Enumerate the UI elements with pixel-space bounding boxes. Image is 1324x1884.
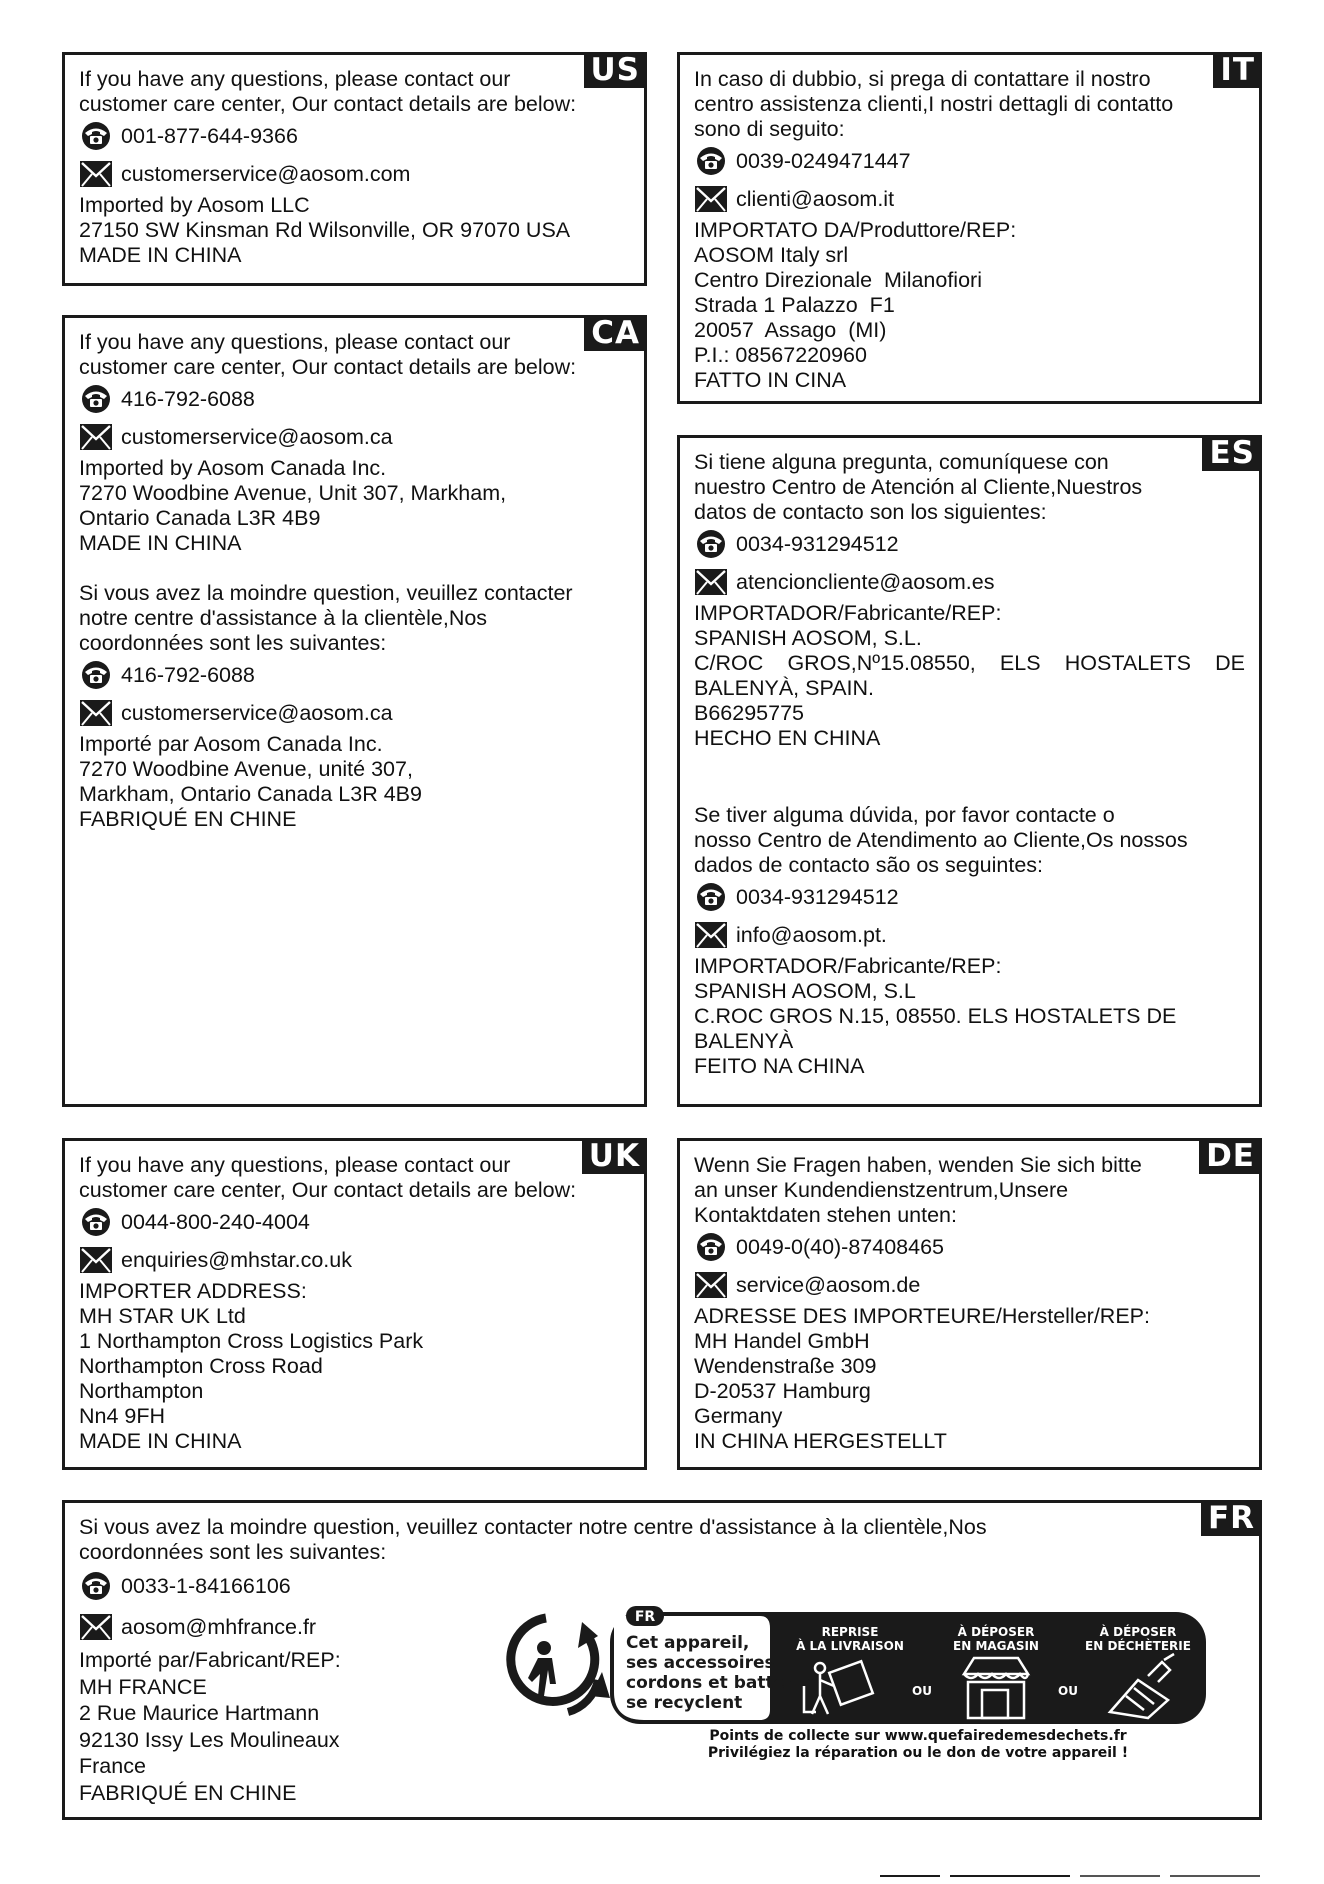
- address-line: Germany: [694, 1404, 783, 1428]
- intro-line-fr: notre centre d'assistance à la clientèle,Nos: [79, 606, 488, 630]
- mail-icon: [79, 422, 113, 452]
- address-line: Importé par/Fabricant/REP:: [79, 1648, 341, 1672]
- intro-line-fr: coordonnées sont les suivantes:: [79, 631, 387, 655]
- address-line: France: [79, 1754, 146, 1778]
- intro-line: an unser Kundendienstzentrum,Unsere: [694, 1178, 1069, 1202]
- address-line: FATTO IN CINA: [694, 368, 847, 392]
- intro-line: coordonnées sont les suivantes:: [79, 1540, 387, 1564]
- intro-line: Kontaktdaten stehen unten:: [694, 1203, 957, 1227]
- address-line: AOSOM Italy srl: [694, 243, 849, 267]
- phone-icon: [694, 882, 728, 912]
- address-line: P.I.: 08567220960: [694, 343, 867, 367]
- email-row: [694, 563, 1245, 601]
- mail-icon: [79, 1612, 113, 1642]
- option-title: EN DÉCHÈTERIE: [1085, 1639, 1191, 1653]
- address-line: 20057 Assago (MI): [694, 318, 887, 342]
- address-line: Northampton: [79, 1379, 204, 1403]
- address-line: MADE IN CHINA: [79, 243, 242, 267]
- email-row: [79, 694, 630, 732]
- country-tag-fr: FR: [1201, 1500, 1262, 1536]
- intro-line: If you have any questions, please contact our: [79, 1153, 511, 1177]
- recycle-text-line: cordons et batteries: [626, 1673, 821, 1693]
- phone-number: 0034-931294512: [736, 884, 899, 909]
- email-row: [79, 1241, 630, 1279]
- option-title: REPRISE: [821, 1625, 879, 1639]
- option-title: À DÉPOSER: [1099, 1625, 1177, 1639]
- intro-line-pt: nosso Centro de Atendimento ao Cliente,Os nossos: [694, 828, 1188, 852]
- address-line: 2 Rue Maurice Hartmann: [79, 1701, 320, 1725]
- address-line: MH STAR UK Ltd: [79, 1304, 246, 1328]
- intro-line: customer care center, Our contact details are below:: [79, 355, 577, 379]
- phone-row: [79, 380, 630, 418]
- address-line: IMPORTADOR/Fabricante/REP:: [694, 601, 1002, 625]
- phone-icon: [694, 1232, 728, 1262]
- address-line-pt: IMPORTADOR/Fabricante/REP:: [694, 954, 1002, 978]
- address-line-pt: C.ROC GROS N.15, 08550. ELS HOSTALETS DE: [694, 1004, 1177, 1028]
- option-title: À LA LIVRAISON: [796, 1639, 904, 1653]
- address-line: D-20537 Hamburg: [694, 1379, 871, 1403]
- phone-icon: [79, 121, 113, 151]
- address-line: MADE IN CHINA: [79, 1429, 242, 1453]
- intro-line: sono di seguito:: [694, 117, 845, 141]
- phone-icon: [79, 384, 113, 414]
- address-line: 92130 Issy Les Moulineaux: [79, 1727, 340, 1752]
- phone-number: 416-792-6088: [121, 386, 255, 411]
- address-line-fr: Importé par Aosom Canada Inc.: [79, 732, 383, 756]
- phone-row: [694, 878, 1245, 916]
- phone-number: 0049-0(40)-87408465: [736, 1234, 944, 1259]
- mail-icon: [79, 159, 113, 189]
- intro-line: customer care center, Our contact details are below:: [79, 92, 577, 116]
- address-line-pt: SPANISH AOSOM, S.L: [694, 979, 916, 1003]
- recycle-footer-line: Privilégiez la réparation ou le don de votre appareil !: [707, 1745, 1129, 1761]
- address-line-pt: BALENYÀ: [694, 1029, 794, 1053]
- recycle-text-line: Cet appareil,: [626, 1633, 750, 1653]
- address-line: Imported by Aosom Canada Inc.: [79, 456, 387, 480]
- ca-contact-box: [62, 315, 647, 1107]
- address-line-pt: FEITO NA CHINA: [694, 1054, 865, 1078]
- address-line: IMPORTER ADDRESS:: [79, 1279, 307, 1303]
- address-line: Strada 1 Palazzo F1: [694, 293, 895, 317]
- country-tag-uk: UK: [582, 1138, 647, 1174]
- separator-or: OU: [912, 1684, 932, 1698]
- option-title: EN MAGASIN: [953, 1639, 1039, 1653]
- phone-number: 416-792-6088: [121, 662, 255, 687]
- email-address: aosom@mhfrance.fr: [121, 1614, 317, 1639]
- address-line: Centro Direzionale Milanofiori: [694, 268, 982, 292]
- phone-row: [79, 656, 630, 694]
- address-line-fr: Markham, Ontario Canada L3R 4B9: [79, 782, 422, 806]
- email-address: service@aosom.de: [736, 1272, 921, 1297]
- de-contact-box: [677, 1138, 1262, 1470]
- fr-badge: FR: [634, 1609, 656, 1625]
- intro-line: In caso di dubbio, si prega di contattare il nostro: [694, 67, 1151, 91]
- address-line: ADRESSE DES IMPORTEURE/Hersteller/REP:: [694, 1304, 1150, 1328]
- phone-number: 0044-800-240-4004: [121, 1209, 310, 1234]
- es-contact-box: [677, 435, 1262, 1107]
- address-line: Northampton Cross Road: [79, 1354, 323, 1378]
- address-line: Ontario Canada L3R 4B9: [79, 506, 321, 530]
- address-line: IN CHINA HERGESTELLT: [694, 1429, 947, 1453]
- address-line: C/ROC GROS,Nº15.08550, ELS HOSTALETS DE: [694, 651, 1245, 675]
- mail-icon: [79, 1245, 113, 1275]
- option-title: À DÉPOSER: [957, 1625, 1035, 1639]
- phone-row: [694, 1228, 1245, 1266]
- page-bottom-edge: [60, 1866, 1264, 1868]
- email-address: customerservice@aosom.com: [121, 161, 411, 186]
- mail-icon: [694, 567, 728, 597]
- address-line: IMPORTATO DA/Produttore/REP:: [694, 218, 1017, 242]
- email-address: info@aosom.pt.: [736, 922, 887, 947]
- address-line: BALENYÀ, SPAIN.: [694, 676, 875, 700]
- country-tag-ca: CA: [584, 315, 647, 351]
- recycling-info-graphic: [498, 1600, 1218, 1770]
- intro-line: customer care center, Our contact details are below:: [79, 1178, 577, 1202]
- email-row: [694, 1266, 1245, 1304]
- phone-number: 0034-931294512: [736, 531, 899, 556]
- email-row: [79, 155, 630, 193]
- email-row: [694, 180, 1245, 218]
- address-line: MH FRANCE: [79, 1674, 207, 1699]
- us-contact-box: [62, 52, 647, 286]
- triman-recycle-icon: [511, 1618, 610, 1712]
- intro-line: Si tiene alguna pregunta, comuníquese con: [694, 450, 1109, 474]
- mail-icon: [79, 698, 113, 728]
- phone-number: 0033-1-84166106: [121, 1573, 291, 1598]
- intro-line: datos de contacto son los siguientes:: [694, 500, 1047, 524]
- recycle-text-line: ses accessoires,: [626, 1653, 782, 1673]
- address-line: Imported by Aosom LLC: [79, 193, 310, 217]
- phone-row: [79, 117, 630, 155]
- address-line: HECHO EN CHINA: [694, 726, 881, 750]
- recycle-footer-line: Points de collecte sur www.quefairedemesdechets.fr: [709, 1728, 1127, 1744]
- address-line: MADE IN CHINA: [79, 531, 242, 555]
- country-tag-es: ES: [1202, 435, 1262, 471]
- address-line: Nn4 9FH: [79, 1404, 166, 1428]
- address-line-fr: FABRIQUÉ EN CHINE: [79, 807, 297, 831]
- address-line: 7270 Woodbine Avenue, Unit 307, Markham,: [79, 481, 507, 505]
- country-tag-it: IT: [1213, 52, 1262, 88]
- phone-number: 001-877-644-9366: [121, 123, 298, 148]
- email-row: [79, 418, 630, 456]
- intro-line-pt: Se tiver alguma dúvida, por favor contacte o: [694, 803, 1115, 827]
- email-address: customerservice@aosom.ca: [121, 424, 393, 449]
- uk-contact-box: [62, 1138, 647, 1470]
- phone-row: [694, 525, 1245, 563]
- email-address: enquiries@mhstar.co.uk: [121, 1247, 352, 1272]
- address-line: Wendenstraße 309: [694, 1354, 877, 1378]
- country-tag-de: DE: [1199, 1138, 1262, 1174]
- email-row: [694, 916, 1245, 954]
- address-line: MH Handel GmbH: [694, 1329, 870, 1353]
- recycling-panel: [498, 1600, 1218, 1740]
- it-contact-box: [677, 52, 1262, 404]
- recycle-text-line: se recyclent: [626, 1693, 743, 1713]
- phone-icon: [79, 1207, 113, 1237]
- phone-icon: [79, 1571, 113, 1601]
- intro-line-pt: dados de contacto são os seguintes:: [694, 853, 1044, 877]
- intro-line: centro assistenza clienti,I nostri dettagli di contatto: [694, 92, 1174, 116]
- intro-line-fr: Si vous avez la moindre question, veuillez contacter: [79, 581, 573, 605]
- address-line: 27150 SW Kinsman Rd Wilsonville, OR 97070 USA: [79, 218, 571, 242]
- mail-icon: [694, 184, 728, 214]
- email-address: customerservice@aosom.ca: [121, 700, 393, 725]
- address-line: 1 Northampton Cross Logistics Park: [79, 1329, 424, 1353]
- intro-line: Wenn Sie Fragen haben, wenden Sie sich bitte: [694, 1153, 1142, 1177]
- phone-icon: [79, 660, 113, 690]
- address-line-fr: 7270 Woodbine Avenue, unité 307,: [79, 757, 413, 781]
- intro-line: If you have any questions, please contact our: [79, 330, 511, 354]
- phone-number: 0039-0249471447: [736, 148, 911, 173]
- separator-or: OU: [1058, 1684, 1078, 1698]
- phone-icon: [694, 529, 728, 559]
- address-line: FABRIQUÉ EN CHINE: [79, 1780, 297, 1805]
- email-address: clienti@aosom.it: [736, 186, 895, 211]
- phone-row: [694, 142, 1245, 180]
- email-address: atencioncliente@aosom.es: [736, 569, 995, 594]
- intro-line: nuestro Centro de Atención al Cliente,Nuestros: [694, 475, 1143, 499]
- intro-line: Si vous avez la moindre question, veuillez contacter notre centre d'assistance à la clientèle,Nos: [79, 1515, 987, 1539]
- phone-row: [79, 1203, 630, 1241]
- address-line: SPANISH AOSOM, S.L.: [694, 626, 922, 650]
- country-tag-us: US: [584, 52, 648, 88]
- address-line: B66295775: [694, 701, 804, 725]
- intro-line: If you have any questions, please contact our: [79, 67, 511, 91]
- mail-icon: [694, 920, 728, 950]
- mail-icon: [694, 1270, 728, 1300]
- phone-icon: [694, 146, 728, 176]
